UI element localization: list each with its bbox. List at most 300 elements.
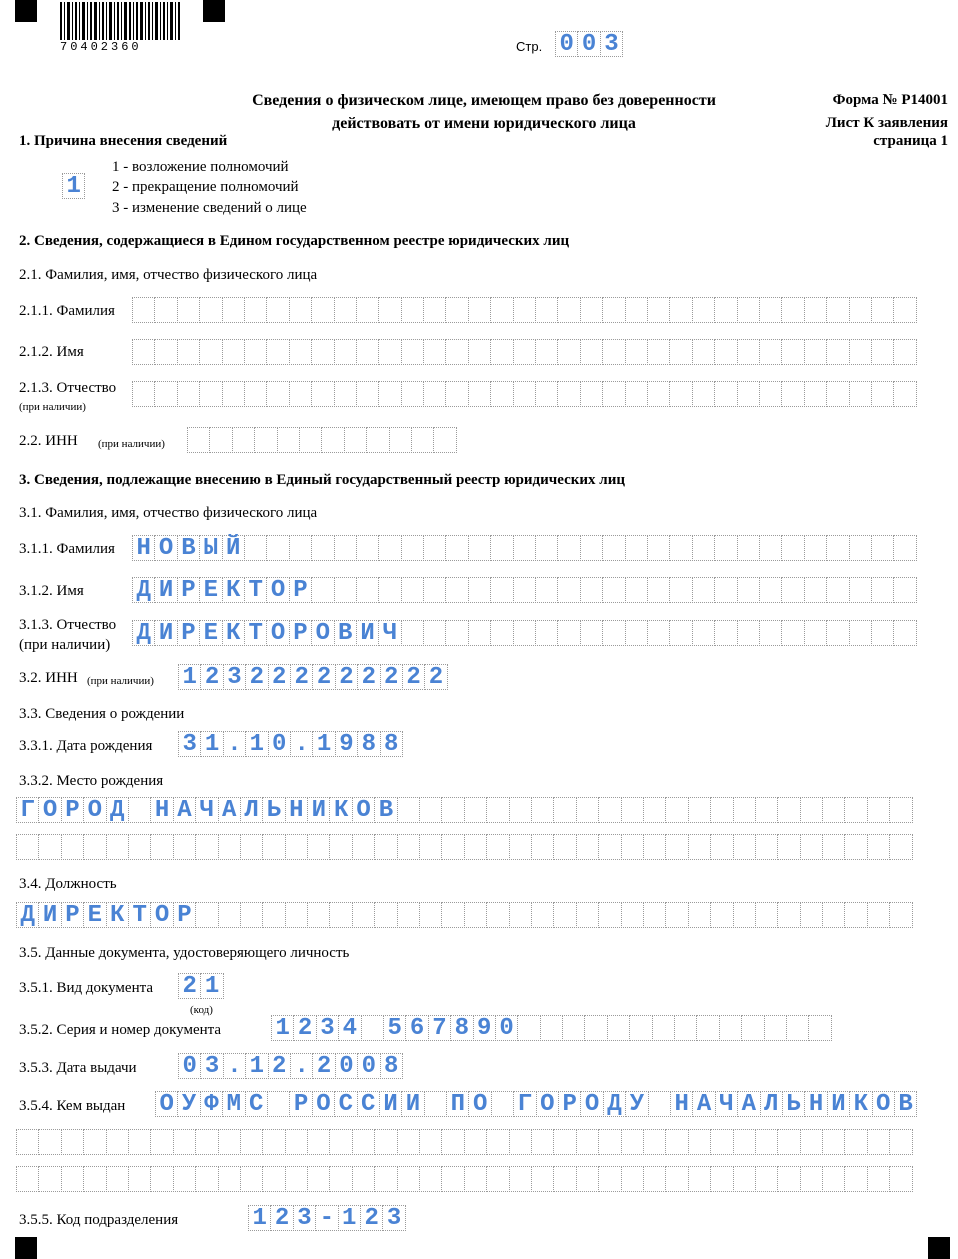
birth-place-label: 3.3.2. Место рождения [19, 773, 164, 789]
char-cell [285, 1129, 308, 1155]
char-cell [464, 834, 487, 860]
section-3-1-label: 3.1. Фамилия, имя, отчество физического лица [19, 505, 318, 521]
new-inn-label: 3.2. ИНН [19, 670, 78, 686]
section-3-title: 3. Сведения, подлежащие внесению в Единый государственный реестр юридических лиц [19, 472, 625, 488]
char-cell [352, 1166, 375, 1192]
char-cell [643, 1166, 666, 1192]
char-cell [218, 834, 241, 860]
char-cell [240, 902, 263, 928]
char-cell [423, 381, 446, 407]
char-cell [509, 797, 532, 823]
char-cell [244, 297, 267, 323]
char-cell [871, 577, 894, 603]
char-cell [344, 427, 367, 453]
old-patronymic-note: (при наличии) [19, 401, 86, 413]
char-cell: У [177, 1091, 200, 1117]
char-cell [669, 620, 692, 646]
char-cell [755, 834, 778, 860]
char-cell [486, 902, 509, 928]
char-cell [643, 797, 666, 823]
char-cell [266, 297, 289, 323]
old-patronymic-field[interactable] [132, 381, 917, 409]
char-cell [849, 577, 872, 603]
char-cell [893, 381, 916, 407]
char-cell [352, 834, 375, 860]
char-cell: Ь [262, 797, 285, 823]
barcode-image [60, 2, 180, 40]
char-cell [419, 834, 442, 860]
char-cell [266, 535, 289, 561]
char-cell: О [266, 577, 289, 603]
birth-date-field[interactable] [178, 731, 403, 759]
char-cell [557, 535, 580, 561]
char-cell: 1 [245, 731, 268, 757]
char-cell: 2 [200, 664, 223, 690]
char-cell [222, 381, 245, 407]
char-cell: 2 [312, 664, 335, 690]
char-cell: Р [289, 620, 312, 646]
char-cell [441, 797, 464, 823]
division-code-field[interactable] [248, 1205, 406, 1233]
char-cell [311, 381, 334, 407]
char-cell [669, 297, 692, 323]
char-cell [289, 535, 312, 561]
issued-by-label: 3.5.4. Кем выдан [19, 1098, 126, 1114]
char-cell [647, 577, 670, 603]
char-cell [822, 797, 845, 823]
doc-type-field[interactable] [178, 973, 224, 1001]
char-cell: Т [128, 902, 151, 928]
char-cell: О [536, 1091, 559, 1117]
char-cell [621, 797, 644, 823]
char-cell [513, 297, 536, 323]
char-cell [535, 297, 558, 323]
char-cell [232, 427, 255, 453]
barcode-number: 70402360 [60, 40, 142, 54]
char-cell [374, 902, 397, 928]
char-cell [692, 339, 715, 365]
birth-date-label: 3.3.1. Дата рождения [19, 738, 153, 754]
char-cell [464, 1166, 487, 1192]
char-cell: Е [199, 620, 222, 646]
char-cell [643, 834, 666, 860]
char-cell [486, 1129, 509, 1155]
section-1-title: 1. Причина внесения сведений [19, 133, 228, 149]
char-cell [240, 834, 263, 860]
char-cell: Н [804, 1091, 827, 1117]
char-cell: В [177, 535, 200, 561]
char-cell [423, 620, 446, 646]
char-cell: 6 [405, 1015, 428, 1041]
char-cell [849, 381, 872, 407]
char-cell: О [872, 1091, 895, 1117]
char-cell [154, 381, 177, 407]
char-cell: 8 [380, 731, 403, 757]
char-cell: Н [132, 535, 155, 561]
char-cell [826, 620, 849, 646]
char-cell [187, 427, 210, 453]
char-cell [625, 297, 648, 323]
char-cell [625, 535, 648, 561]
char-cell: Ф [200, 1091, 223, 1117]
char-cell [361, 1015, 384, 1041]
char-cell [491, 1091, 514, 1117]
form-title-line2: действовать от имени юридического лица [332, 115, 636, 132]
position-field[interactable] [16, 902, 913, 930]
char-cell: А [218, 797, 241, 823]
char-cell: 3 [293, 1205, 316, 1231]
char-cell [374, 1129, 397, 1155]
new-surname-field[interactable] [132, 535, 917, 563]
char-cell: Л [240, 797, 263, 823]
char-cell: Т [244, 620, 267, 646]
char-cell: В [894, 1091, 917, 1117]
char-cell [285, 1166, 308, 1192]
char-cell [849, 535, 872, 561]
char-cell [173, 834, 196, 860]
char-cell [759, 535, 782, 561]
char-cell [647, 381, 670, 407]
char-cell [16, 1129, 39, 1155]
corner-mark-bottom-right [928, 1237, 950, 1259]
char-cell: 2 [178, 973, 201, 999]
char-cell [16, 1166, 39, 1192]
char-cell [513, 620, 536, 646]
char-cell [647, 620, 670, 646]
char-cell: 3 [200, 1053, 223, 1079]
page-number-field [555, 31, 623, 59]
char-cell: Е [83, 902, 106, 928]
reason-option-2: 2 - прекращение полномочий [112, 179, 299, 195]
birth-place-field-line1[interactable] [16, 797, 913, 825]
old-inn-note: (при наличии) [98, 438, 165, 450]
char-cell [517, 1015, 540, 1041]
char-cell: 3 [382, 1205, 405, 1231]
char-cell: Р [558, 1091, 581, 1117]
char-cell [733, 902, 756, 928]
char-cell: И [154, 620, 177, 646]
char-cell [378, 577, 401, 603]
char-cell: 2 [245, 664, 268, 690]
char-cell: 3 [178, 731, 201, 757]
char-cell [844, 1129, 867, 1155]
char-cell [665, 1166, 688, 1192]
new-name-field[interactable] [132, 577, 917, 605]
new-patronymic-field[interactable] [132, 620, 917, 648]
char-cell [733, 1166, 756, 1192]
char-cell [445, 339, 468, 365]
char-cell [804, 339, 827, 365]
char-cell [710, 797, 733, 823]
char-cell: 8 [450, 1015, 473, 1041]
char-cell [557, 381, 580, 407]
char-cell: . [223, 1053, 246, 1079]
char-cell [867, 834, 890, 860]
char-cell [800, 902, 823, 928]
corner-mark-top-left [15, 0, 37, 22]
char-cell [871, 381, 894, 407]
char-cell [199, 381, 222, 407]
char-cell [419, 1129, 442, 1155]
char-cell [580, 620, 603, 646]
char-cell: 2 [270, 1205, 293, 1231]
char-cell [557, 297, 580, 323]
char-cell [688, 834, 711, 860]
char-cell [598, 797, 621, 823]
old-surname-label: 2.1.1. Фамилия [19, 303, 115, 319]
char-cell: В [374, 797, 397, 823]
char-cell: 8 [357, 731, 380, 757]
char-cell [557, 620, 580, 646]
char-cell [401, 620, 424, 646]
char-cell [741, 1015, 764, 1041]
char-cell [576, 1129, 599, 1155]
char-cell [195, 1129, 218, 1155]
char-cell [871, 297, 894, 323]
char-cell [38, 834, 61, 860]
char-cell [557, 339, 580, 365]
char-cell [209, 427, 232, 453]
char-cell: И [356, 620, 379, 646]
char-cell [106, 1166, 129, 1192]
char-cell: О [154, 535, 177, 561]
char-cell [468, 339, 491, 365]
char-cell [128, 797, 151, 823]
char-cell [535, 577, 558, 603]
char-cell [419, 797, 442, 823]
char-cell [513, 535, 536, 561]
char-cell: 0 [178, 1053, 201, 1079]
char-cell [366, 427, 389, 453]
char-cell [652, 1015, 675, 1041]
issued-by-field-line3[interactable] [16, 1166, 913, 1194]
char-cell [468, 620, 491, 646]
char-cell [486, 834, 509, 860]
char-cell [468, 535, 491, 561]
char-cell [710, 1129, 733, 1155]
char-cell: 3 [223, 664, 246, 690]
char-cell [808, 1015, 831, 1041]
char-cell [777, 1129, 800, 1155]
char-cell [844, 1166, 867, 1192]
reason-code-field[interactable] [62, 173, 85, 201]
char-cell [329, 1166, 352, 1192]
char-cell: 1 [312, 731, 335, 757]
char-cell [177, 381, 200, 407]
char-cell: Д [16, 902, 39, 928]
char-cell [580, 297, 603, 323]
char-cell [737, 339, 760, 365]
char-cell [218, 902, 241, 928]
char-cell [222, 339, 245, 365]
char-cell [356, 297, 379, 323]
char-cell [535, 381, 558, 407]
char-cell: Р [289, 577, 312, 603]
old-inn-field[interactable] [187, 427, 457, 455]
char-cell: О [155, 1091, 178, 1117]
char-cell: Р [177, 577, 200, 603]
reason-option-1: 1 - возложение полномочий [112, 159, 289, 175]
char-cell: 0 [577, 31, 600, 57]
char-cell [177, 339, 200, 365]
char-cell [352, 902, 375, 928]
char-cell: В [334, 620, 357, 646]
char-cell [513, 339, 536, 365]
new-name-label: 3.1.2. Имя [19, 583, 84, 599]
char-cell: Р [173, 902, 196, 928]
char-cell [826, 577, 849, 603]
char-cell [710, 902, 733, 928]
char-cell [218, 1129, 241, 1155]
char-cell [289, 381, 312, 407]
char-cell [464, 797, 487, 823]
char-cell [648, 1091, 671, 1117]
issued-by-field-line1[interactable] [155, 1091, 917, 1119]
char-cell: О [266, 620, 289, 646]
char-cell [553, 1129, 576, 1155]
char-cell [844, 834, 867, 860]
char-cell [329, 834, 352, 860]
char-cell: 3 [600, 31, 623, 57]
char-cell [800, 1129, 823, 1155]
char-cell [401, 297, 424, 323]
char-cell [826, 535, 849, 561]
char-cell [665, 834, 688, 860]
char-cell [580, 339, 603, 365]
char-cell: 0 [495, 1015, 518, 1041]
char-cell [106, 1129, 129, 1155]
char-cell [378, 381, 401, 407]
char-cell [262, 902, 285, 928]
char-cell [822, 902, 845, 928]
char-cell [822, 1129, 845, 1155]
char-cell [804, 620, 827, 646]
char-cell [424, 1091, 447, 1117]
char-cell [83, 1166, 106, 1192]
char-cell [378, 339, 401, 365]
new-patronymic-note: (при наличии) [19, 637, 111, 653]
char-cell [244, 339, 267, 365]
char-cell [714, 620, 737, 646]
char-cell [849, 620, 872, 646]
char-cell [602, 339, 625, 365]
char-cell [423, 297, 446, 323]
char-cell [509, 1166, 532, 1192]
issued-by-field-line2[interactable] [16, 1129, 913, 1157]
char-cell: 9 [335, 731, 358, 757]
char-cell: М [222, 1091, 245, 1117]
char-cell [513, 381, 536, 407]
new-inn-field[interactable] [178, 664, 448, 692]
char-cell: 1 [248, 1205, 271, 1231]
doc-number-field[interactable] [271, 1015, 832, 1043]
char-cell: С [245, 1091, 268, 1117]
char-cell [737, 297, 760, 323]
issue-date-field[interactable] [178, 1053, 403, 1081]
char-cell: О [352, 797, 375, 823]
char-cell: 3 [316, 1015, 339, 1041]
char-cell [669, 577, 692, 603]
char-cell [602, 577, 625, 603]
char-cell [688, 1129, 711, 1155]
char-cell: И [827, 1091, 850, 1117]
corner-mark-bottom-left [15, 1237, 37, 1259]
char-cell: Ь [782, 1091, 805, 1117]
char-cell [849, 339, 872, 365]
char-cell [665, 797, 688, 823]
char-cell [61, 1129, 84, 1155]
char-cell [83, 1129, 106, 1155]
char-cell [509, 1129, 532, 1155]
old-surname-field[interactable] [132, 297, 917, 325]
char-cell [441, 1129, 464, 1155]
char-cell [621, 1166, 644, 1192]
char-cell [307, 1166, 330, 1192]
char-cell: Г [16, 797, 39, 823]
char-cell [150, 1129, 173, 1155]
char-cell: 2 [424, 664, 447, 690]
char-cell [621, 902, 644, 928]
char-cell: 1 [338, 1205, 361, 1231]
char-cell [490, 297, 513, 323]
char-cell: Й [222, 535, 245, 561]
char-cell [445, 620, 468, 646]
new-surname-label: 3.1.1. Фамилия [19, 541, 115, 557]
char-cell: Р [61, 797, 84, 823]
char-cell [334, 535, 357, 561]
char-cell: . [223, 731, 246, 757]
char-cell [781, 535, 804, 561]
char-cell [445, 535, 468, 561]
char-cell [240, 1129, 263, 1155]
birth-place-field-line2[interactable] [16, 834, 913, 862]
char-cell [733, 1129, 756, 1155]
char-cell [195, 902, 218, 928]
char-cell: 2 [380, 664, 403, 690]
reason-option-3: 3 - изменение сведений о лице [112, 200, 307, 216]
char-cell: 8 [380, 1053, 403, 1079]
char-cell [378, 535, 401, 561]
char-cell [800, 834, 823, 860]
char-cell: 2 [360, 1205, 383, 1231]
char-cell [759, 297, 782, 323]
char-cell [540, 1015, 563, 1041]
old-name-field[interactable] [132, 339, 917, 367]
issue-date-label: 3.5.3. Дата выдачи [19, 1060, 137, 1076]
form-number: Форма № Р14001 [832, 92, 948, 108]
char-cell: У [625, 1091, 648, 1117]
char-cell [423, 339, 446, 365]
char-cell [513, 577, 536, 603]
char-cell [289, 339, 312, 365]
char-cell [786, 1015, 809, 1041]
char-cell [445, 297, 468, 323]
char-cell [154, 297, 177, 323]
char-cell [531, 1129, 554, 1155]
char-cell [759, 577, 782, 603]
char-cell [401, 535, 424, 561]
char-cell [598, 834, 621, 860]
char-cell [625, 381, 648, 407]
char-cell [714, 577, 737, 603]
char-cell [468, 381, 491, 407]
char-cell [277, 427, 300, 453]
position-label: 3.4. Должность [19, 876, 117, 892]
char-cell [692, 620, 715, 646]
char-cell: Д [132, 577, 155, 603]
char-cell [557, 577, 580, 603]
char-cell [674, 1015, 697, 1041]
